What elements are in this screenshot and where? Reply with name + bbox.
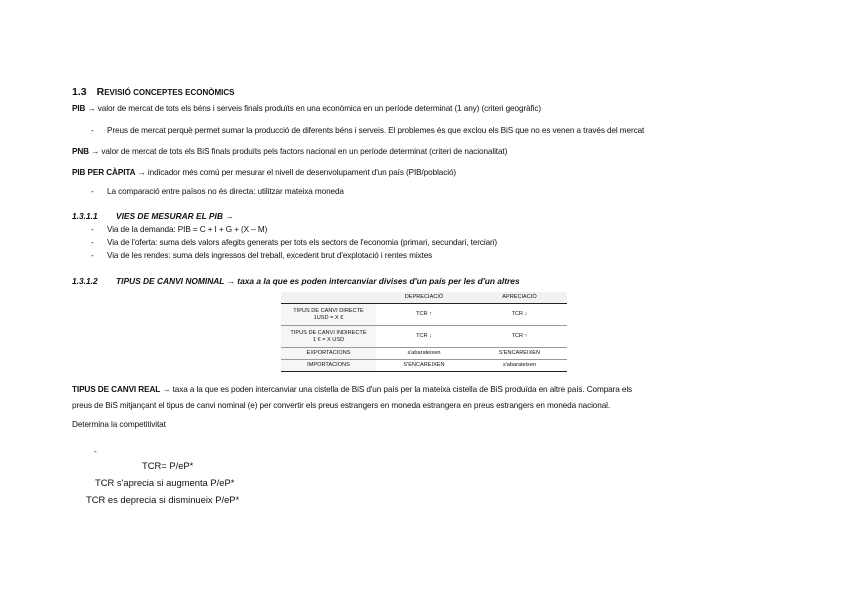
table-row [281, 326, 567, 348]
capita-bullet: La comparació entre països no és directa: utilitzar mateixa moneda [107, 187, 344, 196]
subsection-number: 1.3.1.2 [72, 276, 98, 286]
section-heading [72, 86, 234, 98]
tcr-term: TIPUS DE CANVI REAL [72, 385, 161, 394]
pib-capita-definition [72, 168, 456, 177]
pib-text: → valor de mercat de tots els béns i serveis finals produïts en una econòmica en un període determinat (1 any) (criteri geogràfic) [85, 104, 541, 113]
table-row-label: TIPUS DE CANVI DIRECTE 1USD = X € [281, 304, 376, 326]
table-row-label: EXPORTACIONS [281, 348, 376, 360]
table-cell: s'abarateixen [472, 360, 567, 372]
bullet-dash: - [91, 251, 94, 260]
section-number: 1.3 [72, 86, 87, 98]
formula-aprecia: TCR s'aprecia si augmenta P/eP* [95, 477, 235, 488]
bullet-dash: - [91, 126, 94, 135]
bullet-dash: - [91, 238, 94, 247]
pib-bullet: Preus de mercat perquè permet sumar la producció de diferents béns i serveis. El problemes és que exclou els BiS que no es venen a través del mercat [107, 126, 645, 135]
competitivitat-note: Determina la competitivitat [72, 420, 166, 429]
formula-deprecia: TCR es deprecia si disminueix P/eP* [86, 494, 240, 505]
table-row [281, 348, 567, 360]
pib-definition [72, 104, 541, 113]
bullet-dash: - [91, 225, 94, 234]
table-row [281, 360, 567, 372]
pib-capita-term: PIB PER CÀPITA [72, 168, 136, 177]
table-header-depreciacio: DEPRECIACIÓ [376, 292, 472, 304]
subsection-title: VIES DE MESURAR EL PIB → [116, 211, 234, 221]
subsection-title: TIPUS DE CANVI NOMINAL → taxa a la que es poden intercanviar divises d'un país per les d'un altres [116, 276, 520, 286]
section-title-initial: R [96, 86, 105, 98]
table-row-label: IMPORTACIONS [281, 360, 376, 372]
formula-dash: - [94, 447, 97, 456]
pnb-term: PNB [72, 147, 89, 156]
table-row-label: TIPUS DE CANVI INDIRECTE 1 € = X USD [281, 326, 376, 348]
pib-capita-text: → indicador més comú per mesurar el nivell de desenvolupament d'un país (PIB/població) [135, 168, 457, 177]
table-cell: TCR ↓ [472, 304, 567, 326]
tcr-text-1: → taxa a la que es poden intercanviar una cistella de BiS d'un país per la mateixa cistella de BiS produïda en altre país. Compara els [160, 385, 633, 394]
table-header-empty [281, 292, 376, 304]
table-cell: s'abarateixen [376, 348, 472, 360]
formula-tcr: TCR= P/eP* [142, 460, 194, 471]
via-oferta: Via de l'oferta: suma dels valors afegits generats per tots els sectors de l'economia (primari, secundari, terciari) [107, 238, 498, 247]
pnb-definition [72, 147, 507, 156]
tcr-definition-line2: preus de BiS mitjançant el tipus de canvi nominal (e) per convertir els preus estrangers en moneda estrangera en preus estrangers en moneda nacional. [72, 401, 611, 410]
exchange-rate-table [281, 292, 567, 372]
subsection-heading-vies [72, 211, 234, 221]
subsection-heading-canvi-nominal [72, 276, 520, 286]
table-cell: S'ENCAREIXEN [472, 348, 567, 360]
section-title: EVISIÓ CONCEPTES ECONÒMICS [104, 88, 235, 97]
pnb-text: → valor de mercat de tots els BiS finals produïts pels factors nacional en un període determinat (criteri de nacionalitat) [89, 147, 508, 156]
table-row [281, 304, 567, 326]
table-cell: S'ENCAREIXEN [376, 360, 472, 372]
table-cell: TCR ↓ [376, 326, 472, 348]
table-header-apreciacio: APRECIACIÓ [472, 292, 567, 304]
bullet-dash: - [91, 187, 94, 196]
table-cell: TCR ↑ [376, 304, 472, 326]
via-demanda: Via de la demanda: PIB = C + I + G + (X – M) [107, 225, 268, 234]
via-rendes: Via de les rendes: suma dels ingressos del treball, excedent brut d'explotació i rentes mixtes [107, 251, 433, 260]
subsection-number: 1.3.1.1 [72, 211, 98, 221]
pib-term: PIB [72, 104, 86, 113]
table-header-row [281, 292, 567, 304]
table-cell: TCR ↑ [472, 326, 567, 348]
tcr-definition-line1 [72, 385, 632, 394]
